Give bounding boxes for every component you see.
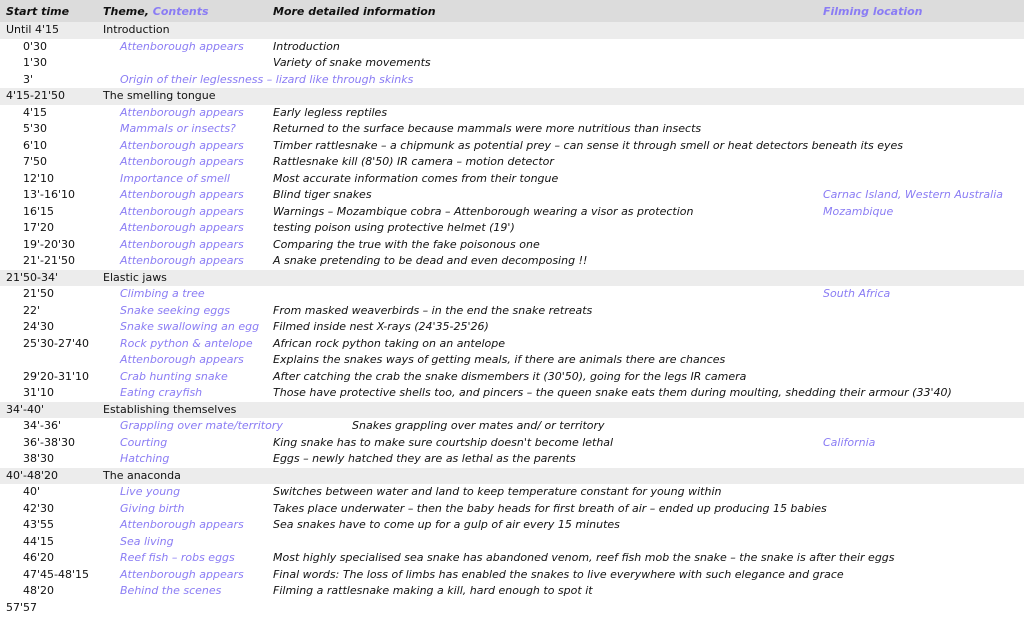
- theme-cell: Hatching: [120, 452, 170, 465]
- theme-cell: Attenborough appears: [120, 353, 244, 366]
- table-row: [0, 319, 1024, 336]
- start-time-cell: 38'30: [23, 452, 55, 465]
- details-cell: Early legless reptiles: [273, 105, 388, 119]
- header-details: More detailed information: [273, 5, 436, 18]
- location-cell: California: [823, 435, 876, 449]
- details-cell: Blind tiger snakes: [273, 188, 372, 201]
- theme-cell: Attenborough appears: [120, 518, 244, 531]
- start-time-cell: 36'-38'30: [23, 435, 76, 449]
- start-time-cell: 34'-36': [23, 419, 62, 432]
- table-row: [0, 385, 1024, 402]
- table-header: [0, 0, 1024, 22]
- details-cell: Most accurate information comes from their tongue: [273, 171, 559, 185]
- header-theme: [103, 5, 209, 18]
- start-time-cell: 13'-16'10: [23, 188, 76, 201]
- table-row: [0, 435, 1024, 452]
- start-time-cell: 19'-20'30: [23, 237, 76, 251]
- details-cell: Final words: The loss of limbs has enabled the snakes to live everywhere with such elegance and grace: [273, 567, 844, 581]
- table-row: [0, 451, 1024, 468]
- details-cell: Warnings – Mozambique cobra – Attenborough wearing a visor as protection: [273, 204, 694, 218]
- details-cell: A snake pretending to be dead and even decomposing !!: [273, 254, 588, 267]
- details-cell: Those have protective shells too, and pincers – the queen snake eats them during moulting, shedding their armour (33'40): [273, 386, 952, 399]
- table-row: [0, 72, 1024, 89]
- table-row: [0, 204, 1024, 221]
- details-cell: Takes place underwater – then the baby heads for first breath of air – ended up producing 15 babies: [273, 501, 827, 515]
- start-time-cell: 21'50: [23, 287, 55, 300]
- location-cell: Carnac Island, Western Australia: [823, 188, 1004, 201]
- table-row: [0, 237, 1024, 254]
- start-time-cell: 22': [23, 303, 41, 317]
- start-time-cell: 7'50: [23, 155, 48, 168]
- header-theme-label: Theme,: [103, 5, 149, 18]
- header-contents-label: Contents: [152, 5, 209, 18]
- details-cell: Filmed inside nest X-rays (24'35-25'26): [273, 320, 489, 333]
- details-cell: Variety of snake movements: [273, 56, 431, 69]
- theme-cell: Attenborough appears: [120, 237, 244, 251]
- table-row: [0, 534, 1024, 551]
- start-time-cell: 57'57: [6, 600, 38, 614]
- table-row: [0, 39, 1024, 56]
- start-time-cell: 46'20: [23, 551, 55, 564]
- details-cell: From masked weaverbirds – in the end the snake retreats: [273, 303, 593, 317]
- theme-cell: Courting: [120, 435, 168, 449]
- table-row: [0, 303, 1024, 320]
- table-row: [0, 567, 1024, 584]
- section-row: [0, 402, 1024, 419]
- theme-cell: Introduction: [103, 23, 170, 36]
- details-cell: testing poison using protective helmet (19'): [273, 221, 515, 234]
- theme-cell: Attenborough appears: [120, 221, 244, 234]
- start-time-cell: 4'15: [23, 105, 48, 119]
- details-cell: Snakes grappling over mates and/ or territory: [352, 419, 605, 432]
- details-cell: Comparing the true with the fake poisonous one: [273, 237, 540, 251]
- start-time-cell: 40': [23, 485, 41, 498]
- location-cell: South Africa: [823, 287, 891, 300]
- table-row: [0, 484, 1024, 501]
- theme-cell: Giving birth: [120, 501, 185, 515]
- start-time-cell: 48'20: [23, 584, 55, 597]
- theme-cell: Reef fish – robs eggs: [120, 551, 235, 564]
- start-time-cell: 29'20-31'10: [23, 369, 90, 383]
- table-row: [0, 583, 1024, 600]
- theme-cell: The anaconda: [103, 468, 181, 482]
- theme-cell: Rock python & antelope: [120, 336, 253, 350]
- details-cell: Filming a rattlesnake making a kill, hard enough to spot it: [273, 584, 593, 597]
- start-time-cell: 3': [23, 72, 34, 86]
- theme-cell: Crab hunting snake: [120, 369, 228, 383]
- location-cell: Mozambique: [823, 204, 894, 218]
- start-time-cell: 44'15: [23, 534, 55, 548]
- details-cell: Timber rattlesnake – a chipmunk as potential prey – can sense it through smell or heat detectors beneath its eyes: [273, 138, 904, 152]
- table-row: [0, 121, 1024, 138]
- theme-cell: Live young: [120, 485, 181, 498]
- start-time-cell: Until 4'15: [6, 23, 59, 36]
- theme-cell: Attenborough appears: [120, 155, 244, 168]
- table-row: [0, 105, 1024, 122]
- theme-cell: Attenborough appears: [120, 105, 244, 119]
- start-time-cell: 43'55: [23, 518, 55, 531]
- details-cell: Sea snakes have to come up for a gulp of air every 15 minutes: [273, 518, 620, 531]
- theme-cell: Grappling over mate/territory: [120, 419, 283, 432]
- details-cell: After catching the crab the snake dismembers it (30'50), going for the legs IR camera: [273, 369, 747, 383]
- details-cell: Returned to the surface because mammals were more nutritious than insects: [273, 122, 702, 135]
- table-row: [0, 138, 1024, 155]
- table-row: [0, 55, 1024, 72]
- start-time-cell: 17'20: [23, 221, 55, 234]
- table-row: [0, 550, 1024, 567]
- table-row: [0, 187, 1024, 204]
- section-row: [0, 468, 1024, 485]
- theme-cell: Behind the scenes: [120, 584, 222, 597]
- start-time-cell: 12'10: [23, 171, 55, 185]
- start-time-cell: 16'15: [23, 204, 55, 218]
- theme-cell: Attenborough appears: [120, 188, 244, 201]
- start-time-cell: 4'15-21'50: [6, 89, 66, 102]
- theme-cell: Establishing themselves: [103, 402, 237, 416]
- theme-cell: Snake swallowing an egg: [120, 320, 260, 333]
- details-cell: Most highly specialised sea snake has abandoned venom, reef fish mob the snake – the snake is after their eggs: [273, 551, 895, 564]
- start-time-cell: 5'30: [23, 122, 48, 135]
- table-row: [0, 352, 1024, 369]
- section-row: [0, 270, 1024, 287]
- section-row: [0, 22, 1024, 39]
- table-row: [0, 171, 1024, 188]
- theme-cell: Attenborough appears: [120, 138, 244, 152]
- theme-cell: Attenborough appears: [120, 39, 244, 53]
- start-time-cell: 31'10: [23, 386, 55, 399]
- start-time-cell: 40'-48'20: [6, 468, 59, 482]
- details-cell: Explains the snakes ways of getting meals, if there are animals there are chances: [273, 353, 726, 366]
- table-row: [0, 154, 1024, 171]
- start-time-cell: 21'-21'50: [23, 254, 76, 267]
- header-location: Filming location: [823, 5, 923, 18]
- theme-cell: Attenborough appears: [120, 204, 244, 218]
- table-row: [0, 517, 1024, 534]
- table-row: [0, 369, 1024, 386]
- theme-cell: Mammals or insects?: [120, 122, 236, 135]
- table-row: [0, 220, 1024, 237]
- start-time-cell: 25'30-27'40: [23, 336, 90, 350]
- theme-cell: Eating crayfish: [120, 386, 203, 399]
- start-time-cell: 6'10: [23, 138, 48, 152]
- table-row: [0, 501, 1024, 518]
- table-row: [0, 418, 1024, 435]
- theme-cell: Elastic jaws: [103, 270, 167, 284]
- details-cell: Rattlesnake kill (8'50) IR camera – motion detector: [273, 155, 554, 168]
- theme-cell: Snake seeking eggs: [120, 303, 230, 317]
- details-cell: Switches between water and land to keep temperature constant for young within: [273, 485, 722, 498]
- start-time-cell: 34'-40': [6, 402, 45, 416]
- table-row: [0, 336, 1024, 353]
- table-body: [0, 22, 1024, 616]
- table-row: [0, 600, 1024, 617]
- start-time-cell: 0'30: [23, 39, 48, 53]
- section-row: [0, 88, 1024, 105]
- table-row: [0, 286, 1024, 303]
- theme-cell: Importance of smell: [120, 171, 230, 185]
- theme-cell: Origin of their leglessness – lizard like through skinks: [120, 72, 414, 86]
- start-time-cell: 1'30: [23, 56, 48, 69]
- theme-cell: Attenborough appears: [120, 567, 244, 581]
- header-start-time: Start time: [6, 5, 70, 18]
- start-time-cell: 21'50-34': [6, 270, 59, 284]
- theme-cell: Sea living: [120, 534, 174, 548]
- details-cell: African rock python taking on an antelope: [273, 336, 506, 350]
- start-time-cell: 47'45-48'15: [23, 567, 90, 581]
- theme-cell: Attenborough appears: [120, 254, 244, 267]
- table-row: [0, 253, 1024, 270]
- theme-cell: Climbing a tree: [120, 287, 205, 300]
- start-time-cell: 24'30: [23, 320, 55, 333]
- details-cell: King snake has to make sure courtship doesn't become lethal: [273, 435, 614, 449]
- details-cell: Eggs – newly hatched they are as lethal as the parents: [273, 452, 576, 465]
- start-time-cell: 42'30: [23, 501, 55, 515]
- theme-cell: The smelling tongue: [103, 89, 216, 102]
- details-cell: Introduction: [273, 39, 340, 53]
